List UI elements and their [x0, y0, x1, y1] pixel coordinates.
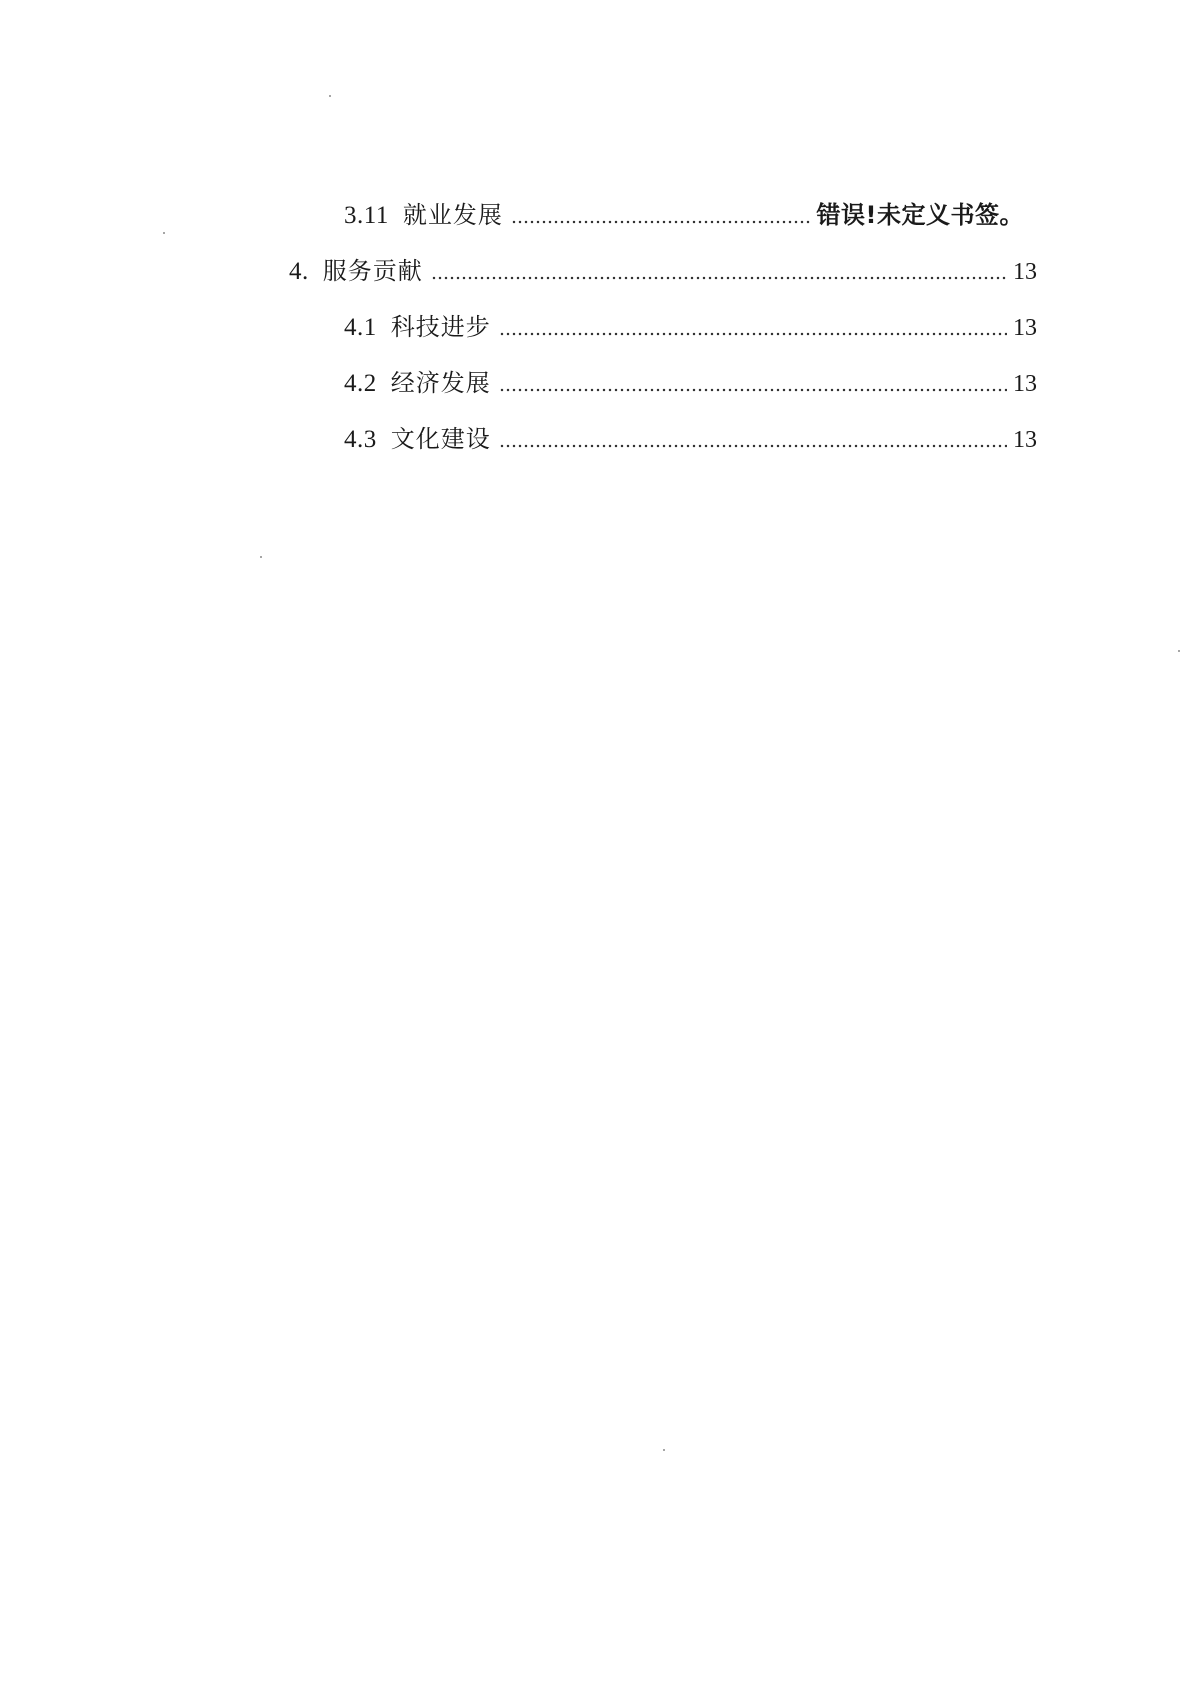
toc-entry[interactable]	[344, 197, 1024, 233]
toc-entry-page: 13	[1013, 371, 1037, 397]
toc-entry[interactable]	[289, 253, 1037, 289]
toc-entry-number: 4.1	[344, 314, 377, 341]
toc-leader-dots	[499, 442, 1007, 450]
toc-entry-page: 错误!未定义书签。	[816, 201, 1024, 229]
toc-entry-title: 就业发展	[402, 201, 503, 229]
scan-speck	[1178, 650, 1180, 652]
toc-entry-title: 服务贡献	[322, 257, 423, 285]
toc-leader-dots	[431, 274, 1007, 282]
toc-entry[interactable]	[344, 421, 1037, 457]
toc-entry[interactable]	[344, 365, 1037, 401]
toc-entry-title: 经济发展	[390, 369, 491, 397]
toc-entry-page: 13	[1013, 259, 1037, 285]
toc-entry-page: 13	[1013, 427, 1037, 453]
toc-leader-dots	[499, 386, 1007, 394]
scan-speck	[260, 556, 262, 558]
toc-leader-dots	[499, 330, 1007, 338]
scan-speck	[329, 95, 331, 97]
toc-entry-number: 3.11	[344, 202, 389, 229]
toc-entry-number: 4.3	[344, 426, 377, 453]
toc-entry-page: 13	[1013, 315, 1037, 341]
toc-leader-dots	[511, 218, 811, 226]
toc-entry[interactable]	[344, 309, 1037, 345]
toc-entry-number: 4.2	[344, 370, 377, 397]
scan-speck	[163, 232, 165, 234]
scan-speck	[663, 1449, 665, 1451]
toc-entry-number: 4.	[289, 258, 309, 285]
toc-entry-title: 文化建设	[390, 425, 491, 453]
toc-entry-title: 科技进步	[390, 313, 491, 341]
